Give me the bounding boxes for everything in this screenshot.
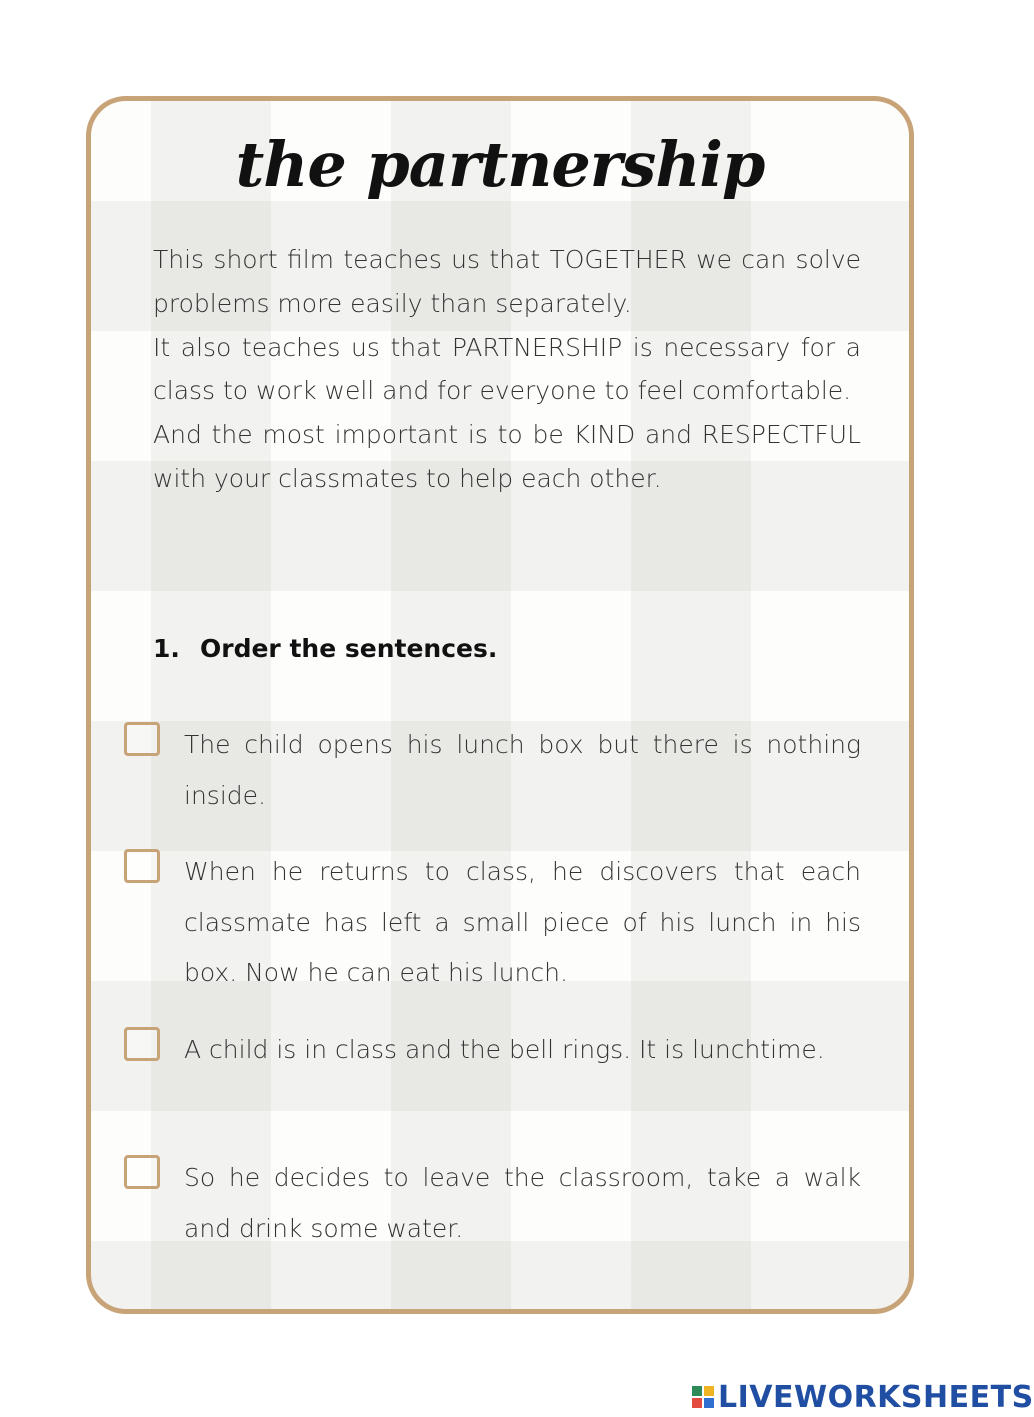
logo-block <box>692 1398 702 1408</box>
exercise-number: 1. <box>153 634 180 663</box>
sentence-text: A child is in class and the bell rings. It is lunchtime. <box>184 1035 825 1064</box>
sentence-text: So he decides to leave the classroom, take a walk and drink some water. <box>184 1163 861 1243</box>
logo-blocks-icon <box>692 1386 714 1408</box>
liveworksheets-logo[interactable] <box>692 1377 1034 1417</box>
order-checkbox[interactable] <box>124 722 160 756</box>
order-checkbox[interactable] <box>124 1155 160 1189</box>
sentence-text: The child opens his lunch box but there is nothing inside. <box>184 730 861 810</box>
exercise-instruction: Order the sentences. <box>200 634 498 663</box>
logo-block <box>692 1386 702 1396</box>
logo-text: LIVEWORKSHEETS <box>718 1379 1034 1415</box>
intro-paragraph: This short film teaches us that TOGETHER we can solve problems more easily than separately. <box>153 245 861 318</box>
exercise-heading <box>153 634 497 663</box>
page-title: the partnership <box>235 128 765 201</box>
logo-block <box>704 1386 714 1396</box>
intro-paragraph: And the most important is to be KIND and RESPECTFUL with your classmates to help each other. <box>153 420 861 493</box>
order-checkbox[interactable] <box>124 849 160 883</box>
intro-paragraph: It also teaches us that PARTNERSHIP is necessary for a class to work well and for everyone to feel comfortable. <box>153 332 861 406</box>
sentence-text: When he returns to class, he discovers that each classmate has left a small piece of his lunch in his box. Now he can eat his lunch. <box>184 857 861 987</box>
intro-text <box>153 238 861 501</box>
logo-block <box>704 1398 714 1408</box>
order-checkbox[interactable] <box>124 1027 160 1061</box>
